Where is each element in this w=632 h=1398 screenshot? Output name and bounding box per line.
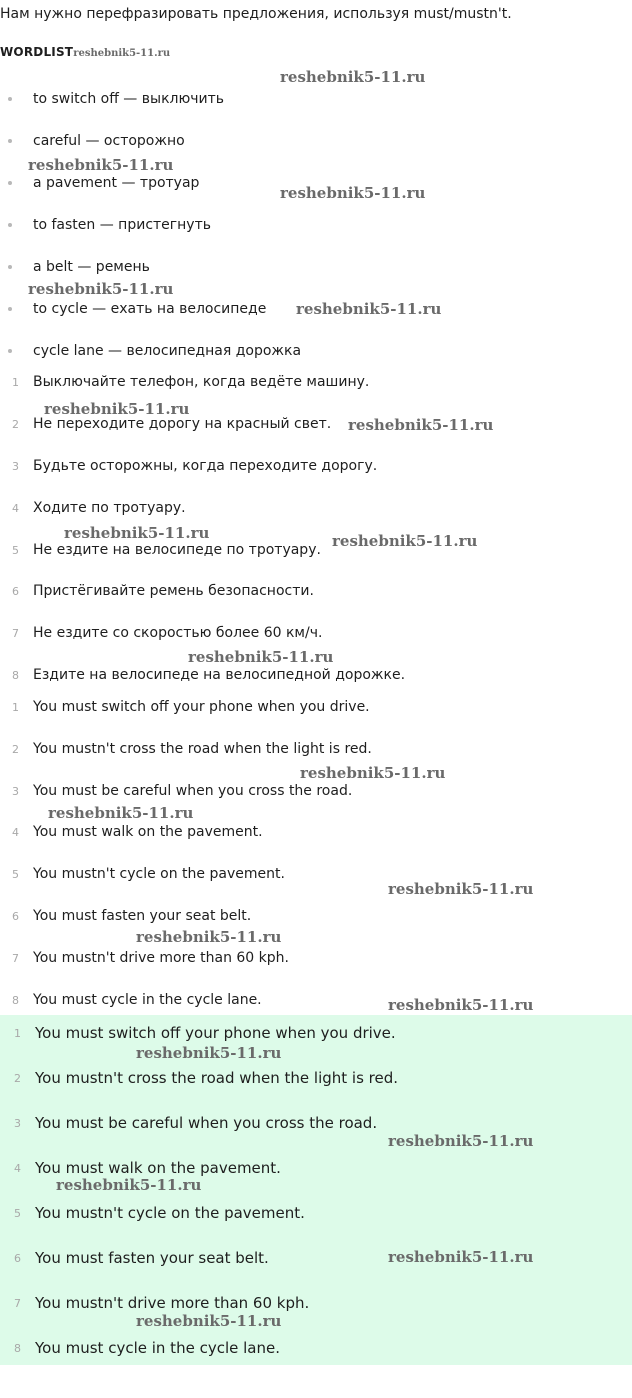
- item-number: 8: [14, 1341, 21, 1355]
- item-number: 6: [12, 909, 19, 923]
- vocab-text: to cycle — ехать на велосипеде: [33, 301, 267, 317]
- item-number: 7: [14, 1296, 21, 1310]
- vocab-item: [0, 173, 199, 193]
- sentence-text: You must fasten your seat belt.: [33, 908, 252, 924]
- sentence-text: You must be careful when you cross the road.: [33, 783, 353, 799]
- item-number: 7: [12, 626, 19, 640]
- english-sentence: [0, 781, 352, 801]
- wordlist-watermark: reshebnik5-11.ru: [73, 48, 171, 59]
- sentence-text: Не переходите дорогу на красный свет.: [33, 416, 332, 432]
- bullet-icon: [0, 139, 33, 143]
- wordlist-heading: [0, 41, 170, 60]
- item-number: 4: [12, 501, 19, 515]
- vocab-text: a pavement — тротуар: [33, 175, 200, 191]
- vocab-item: [0, 89, 224, 109]
- vocab-item: [0, 257, 150, 277]
- sentence-text: You mustn't drive more than 60 kph.: [35, 1294, 310, 1312]
- item-number: 5: [12, 543, 19, 557]
- task-instruction: Нам нужно перефразировать предложения, используя must/mustn't.: [0, 6, 512, 22]
- sentence-text: You must walk on the pavement.: [35, 1159, 281, 1177]
- vocab-item: [0, 299, 266, 319]
- vocab-text: cycle lane — велосипедная дорожка: [33, 343, 302, 359]
- watermark: reshebnik5-11.ru: [332, 532, 478, 550]
- sentence-text: You must fasten your seat belt.: [35, 1249, 269, 1267]
- item-number: 5: [12, 867, 19, 881]
- item-number: 1: [12, 375, 19, 389]
- russian-sentence: [0, 540, 321, 560]
- item-number: 4: [14, 1161, 21, 1175]
- watermark: reshebnik5-11.ru: [188, 648, 334, 666]
- sentence-text: You mustn't cycle on the pavement.: [33, 866, 285, 882]
- vocab-text: careful — осторожно: [33, 133, 185, 149]
- sentence-text: You mustn't drive more than 60 kph.: [33, 950, 289, 966]
- sentence-text: Не ездите на велосипеде по тротуару.: [33, 542, 321, 558]
- english-sentence: [0, 697, 370, 717]
- bullet-icon: [0, 181, 33, 185]
- watermark: reshebnik5-11.ru: [28, 156, 174, 174]
- item-number: 3: [12, 459, 19, 473]
- wordlist-title: WORDLIST: [0, 45, 74, 59]
- vocab-text: a belt — ремень: [33, 259, 150, 275]
- watermark: reshebnik5-11.ru: [136, 1044, 282, 1062]
- sentence-text: You mustn't cross the road when the light is red.: [35, 1069, 399, 1087]
- russian-sentence: [0, 456, 377, 476]
- sentence-text: Ездите на велосипеде на велосипедной дорожке.: [33, 667, 406, 683]
- answer-sentence: [0, 1158, 281, 1178]
- sentence-text: You must walk on the pavement.: [33, 824, 263, 840]
- sentence-text: You must switch off your phone when you drive.: [35, 1024, 396, 1042]
- item-number: 3: [14, 1116, 21, 1130]
- watermark: reshebnik5-11.ru: [296, 300, 442, 318]
- sentence-text: Пристёгивайте ремень безопасности.: [33, 583, 314, 599]
- watermark: reshebnik5-11.ru: [388, 1132, 534, 1150]
- item-number: 6: [14, 1251, 21, 1265]
- bullet-icon: [0, 223, 33, 227]
- english-sentence: [0, 990, 262, 1010]
- watermark: reshebnik5-11.ru: [28, 280, 174, 298]
- item-number: 3: [12, 784, 19, 798]
- sentence-text: You mustn't cross the road when the light is red.: [33, 741, 372, 757]
- item-number: 1: [12, 700, 19, 714]
- sentence-text: You mustn't cycle on the pavement.: [35, 1204, 305, 1222]
- watermark: reshebnik5-11.ru: [48, 804, 194, 822]
- bullet-icon: [0, 97, 33, 101]
- vocab-item: [0, 341, 301, 361]
- bullet-icon: [0, 265, 33, 269]
- item-number: 8: [12, 668, 19, 682]
- watermark: reshebnik5-11.ru: [280, 184, 426, 202]
- item-number: 4: [12, 825, 19, 839]
- item-number: 1: [14, 1026, 21, 1040]
- answer-sentence: [0, 1203, 305, 1223]
- watermark: reshebnik5-11.ru: [388, 996, 534, 1014]
- sentence-text: Не ездите со скоростью более 60 км/ч.: [33, 625, 323, 641]
- russian-sentence: [0, 581, 314, 601]
- vocab-item: [0, 131, 185, 151]
- watermark: reshebnik5-11.ru: [388, 1248, 534, 1266]
- item-number: 2: [14, 1071, 21, 1085]
- russian-sentence: [0, 498, 186, 518]
- english-sentence: [0, 948, 289, 968]
- sentence-text: You must be careful when you cross the road.: [35, 1114, 378, 1132]
- watermark: reshebnik5-11.ru: [280, 68, 426, 86]
- watermark: reshebnik5-11.ru: [136, 1312, 282, 1330]
- watermark: reshebnik5-11.ru: [44, 400, 190, 418]
- answer-sentence: [0, 1248, 269, 1268]
- sentence-text: Будьте осторожны, когда переходите дорогу.: [33, 458, 378, 474]
- vocab-item: [0, 215, 211, 235]
- answer-sentence: [0, 1023, 396, 1043]
- english-sentence: [0, 864, 285, 884]
- sentence-text: You must cycle in the cycle lane.: [35, 1339, 280, 1357]
- english-sentence: [0, 739, 372, 759]
- english-sentence: [0, 822, 263, 842]
- item-number: 8: [12, 993, 19, 1007]
- watermark: reshebnik5-11.ru: [136, 928, 282, 946]
- answer-sentence: [0, 1293, 309, 1313]
- russian-sentence: [0, 623, 322, 643]
- item-number: 2: [12, 417, 19, 431]
- russian-sentence: [0, 665, 405, 685]
- answer-sentence: [0, 1113, 377, 1133]
- answer-sentence: [0, 1338, 280, 1358]
- item-number: 2: [12, 742, 19, 756]
- russian-sentence: [0, 372, 369, 392]
- sentence-text: Ходите по тротуару.: [33, 500, 186, 516]
- watermark: reshebnik5-11.ru: [300, 764, 446, 782]
- bullet-icon: [0, 349, 33, 353]
- item-number: 5: [14, 1206, 21, 1220]
- watermark: reshebnik5-11.ru: [56, 1176, 202, 1194]
- watermark: reshebnik5-11.ru: [388, 880, 534, 898]
- answer-sentence: [0, 1068, 398, 1088]
- item-number: 6: [12, 584, 19, 598]
- sentence-text: You must cycle in the cycle lane.: [33, 992, 262, 1008]
- watermark: reshebnik5-11.ru: [348, 416, 494, 434]
- vocab-text: to fasten — пристегнуть: [33, 217, 211, 233]
- sentence-text: You must switch off your phone when you drive.: [33, 699, 370, 715]
- bullet-icon: [0, 307, 33, 311]
- english-sentence: [0, 906, 251, 926]
- item-number: 7: [12, 951, 19, 965]
- sentence-text: Выключайте телефон, когда ведёте машину.: [33, 374, 370, 390]
- watermark: reshebnik5-11.ru: [64, 524, 210, 542]
- vocab-text: to switch off — выключить: [33, 91, 225, 107]
